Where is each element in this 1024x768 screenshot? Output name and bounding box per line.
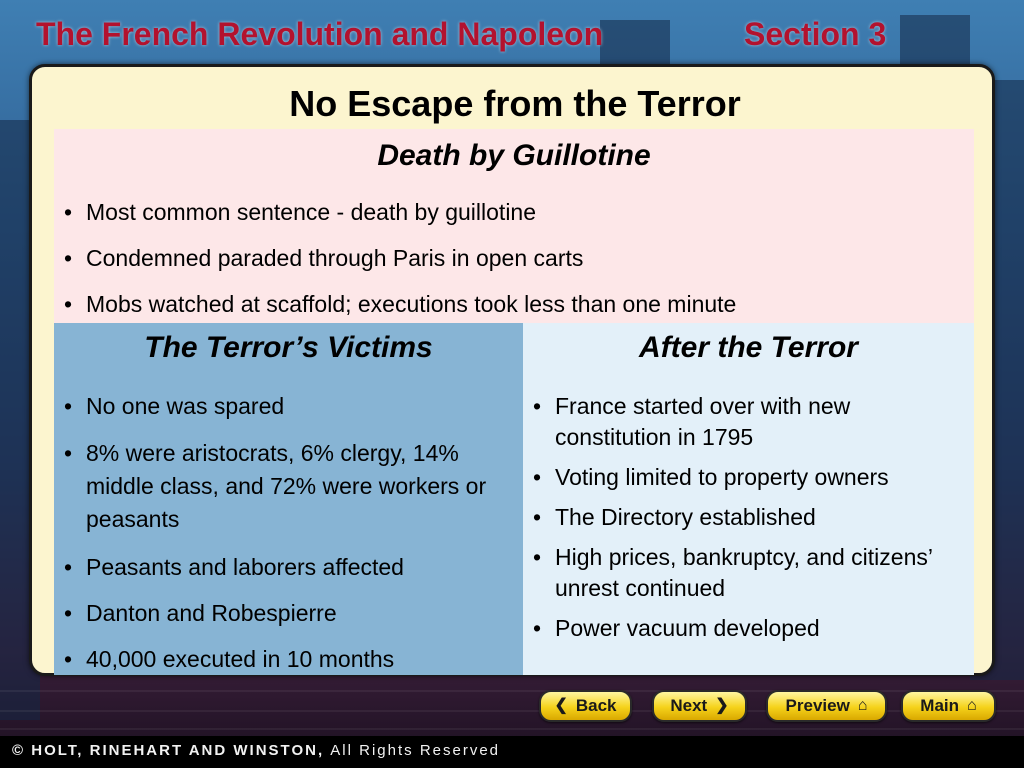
list-item: • Power vacuum developed xyxy=(527,613,967,644)
slide-title: No Escape from the Terror xyxy=(289,83,741,124)
list-item: • No one was spared xyxy=(58,391,513,422)
terror-victims-box xyxy=(54,323,523,675)
list-item: • Peasants and laborers affected xyxy=(58,552,513,583)
back-button-label: Back xyxy=(575,696,617,715)
list-item: • Most common sentence - death by guillotine xyxy=(58,197,736,228)
preview-button-label: Preview xyxy=(785,696,850,715)
list-item: • Mobs watched at scaffold; executions took less than one minute xyxy=(58,289,736,320)
list-item: • High prices, bankruptcy, and citizens’ unrest continued xyxy=(527,542,967,604)
footer-bar xyxy=(0,736,1024,768)
next-button-label: Next xyxy=(670,696,708,715)
next-button[interactable] xyxy=(652,690,747,722)
copyright-icon: © xyxy=(12,742,26,759)
terror-victims-heading: The Terror’s Victims xyxy=(144,331,433,364)
list-item: • Danton and Robespierre xyxy=(58,598,513,629)
copyright-notice xyxy=(12,742,500,759)
after-terror-box xyxy=(523,323,974,675)
list-item: • 8% were aristocrats, 6% clergy, 14% middle class, and 72% were workers or peasants xyxy=(58,437,513,536)
list-item: • France started over with new constitution in 1795 xyxy=(527,391,967,453)
death-by-guillotine-box xyxy=(54,129,974,323)
content-panel xyxy=(29,64,995,676)
preview-button[interactable] xyxy=(766,690,887,722)
after-terror-heading: After the Terror xyxy=(639,331,858,364)
list-item: • Voting limited to property owners xyxy=(527,462,967,493)
publisher-name: HOLT, RINEHART AND WINSTON, xyxy=(31,742,325,759)
list-item: • Condemned paraded through Paris in open carts xyxy=(58,243,736,274)
chapter-title: The French Revolution and Napoleon xyxy=(36,16,604,52)
main-button[interactable] xyxy=(901,690,996,722)
back-button[interactable] xyxy=(539,690,632,722)
chevron-left-icon: ❮ xyxy=(554,697,568,714)
home-icon: ⌂ xyxy=(857,697,868,714)
after-terror-bullet-list xyxy=(527,391,967,644)
death-by-guillotine-heading: Death by Guillotine xyxy=(377,139,651,172)
rights-text: All Rights Reserved xyxy=(330,742,501,759)
list-item: • 40,000 executed in 10 months xyxy=(58,644,513,675)
chevron-right-icon: ❯ xyxy=(715,697,729,714)
list-item: • The Directory established xyxy=(527,502,967,533)
victims-bullet-list xyxy=(58,391,513,675)
guillotine-bullet-list xyxy=(58,197,736,320)
main-button-label: Main xyxy=(920,696,960,715)
home-icon: ⌂ xyxy=(967,697,977,714)
section-label: Section 3 xyxy=(744,16,887,52)
